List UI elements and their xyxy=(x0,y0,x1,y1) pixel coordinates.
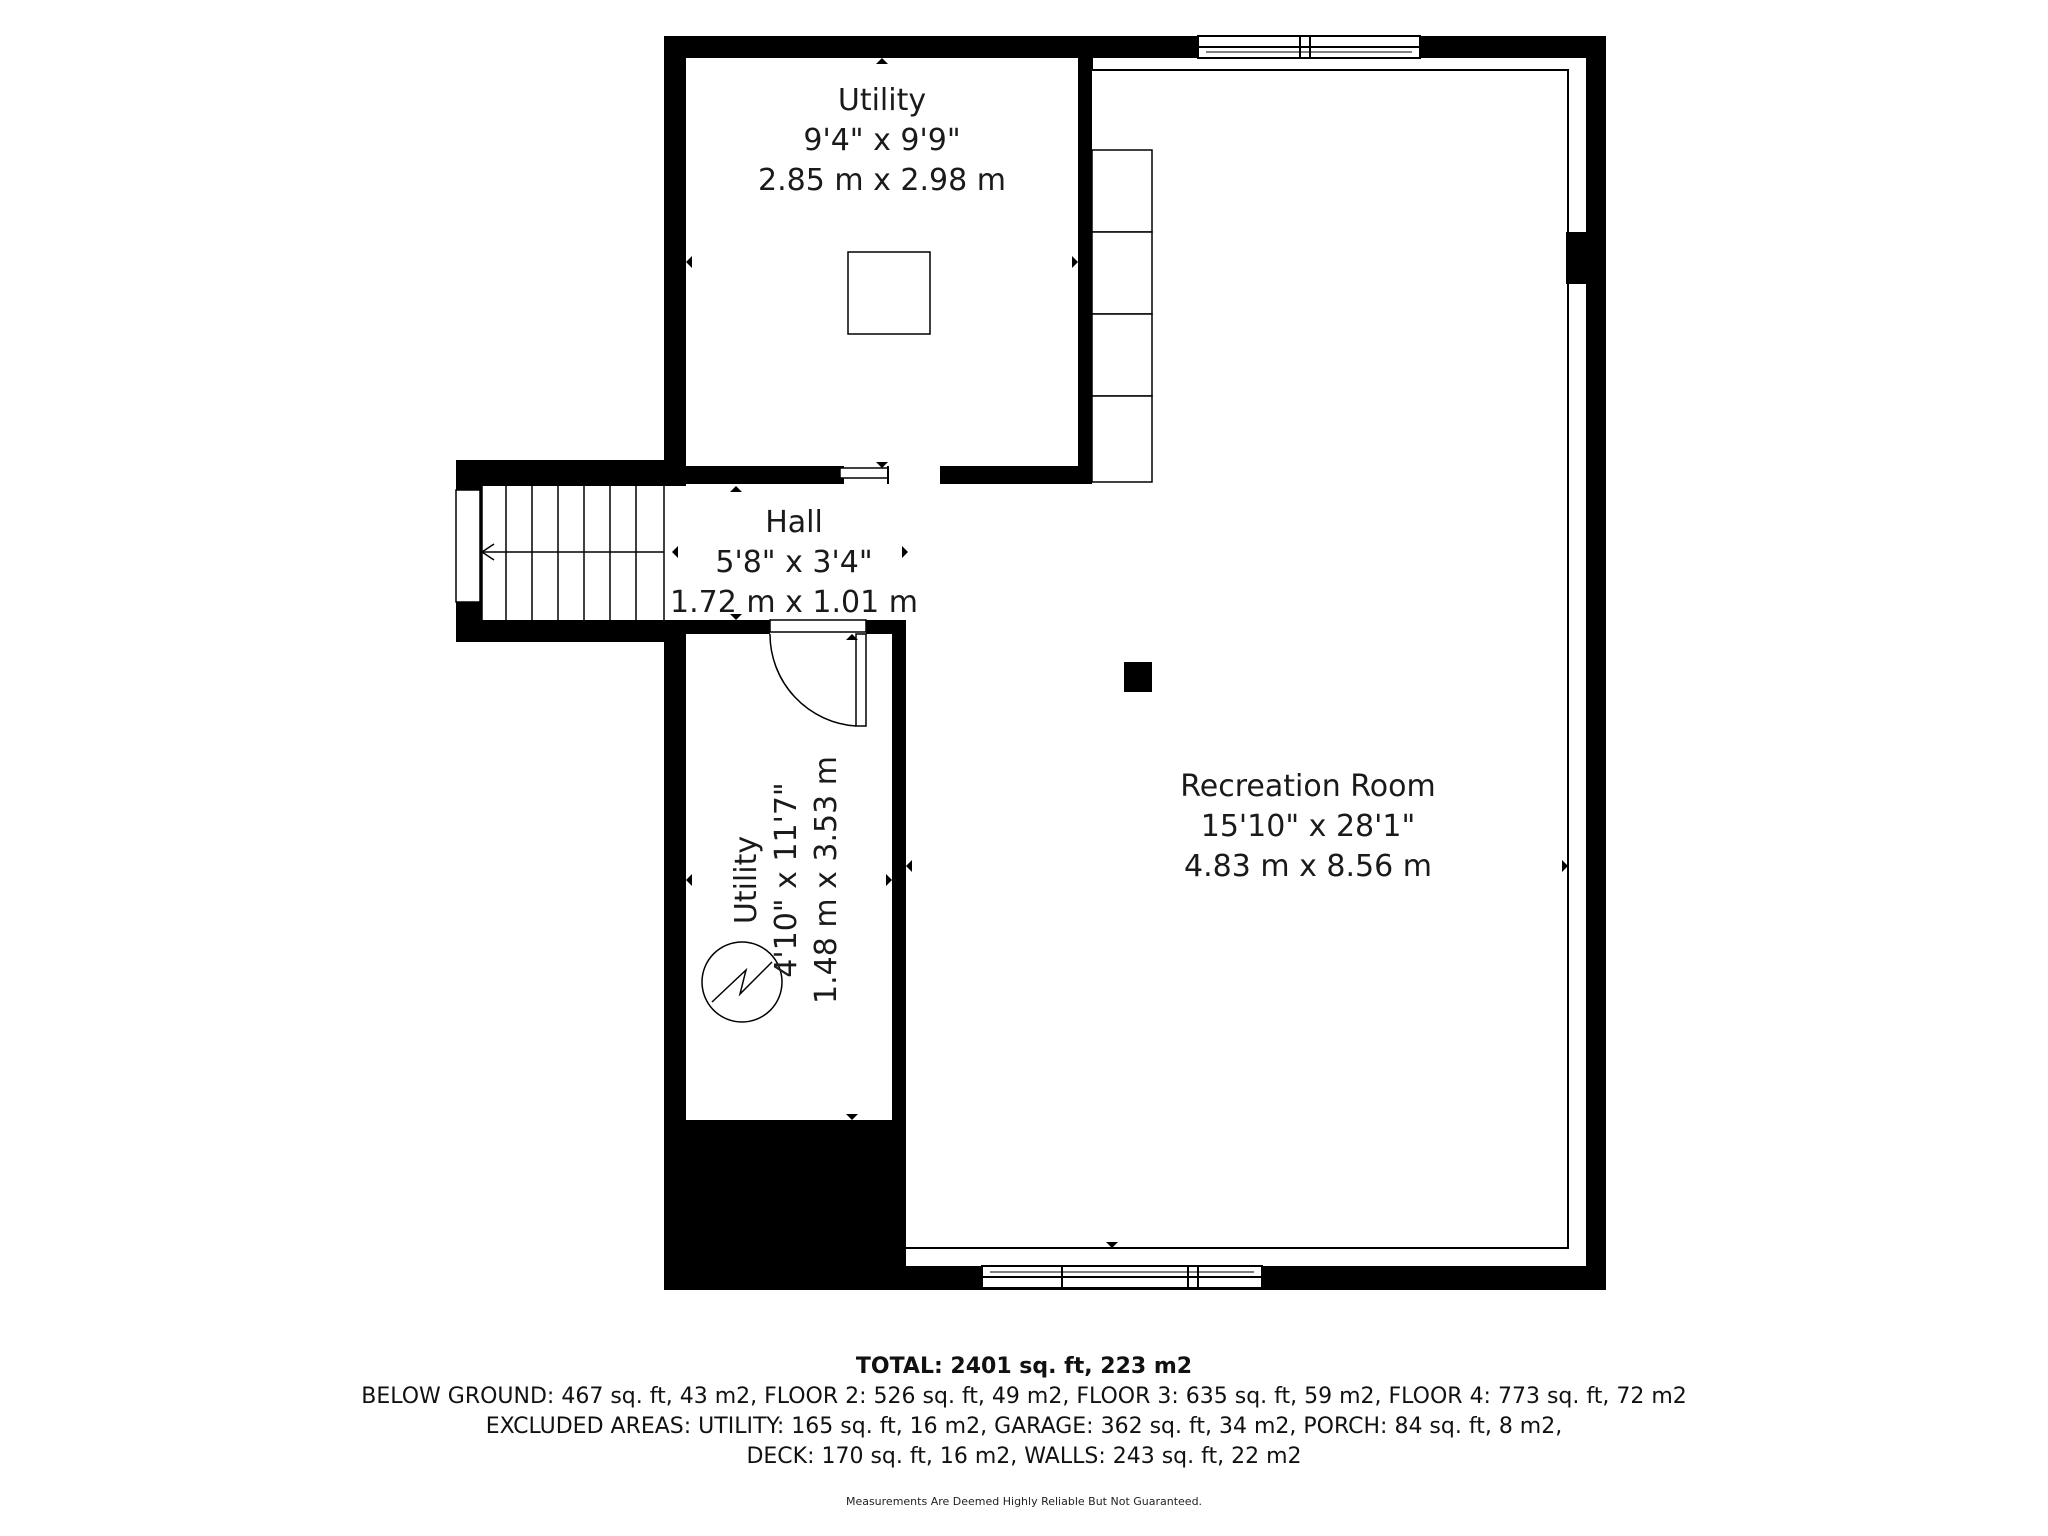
room-dimensions-metric: 1.72 m x 1.01 m xyxy=(670,585,918,620)
room-dimensions-imperial: 9'4" x 9'9" xyxy=(803,123,961,158)
room-dimensions-imperial: 4'10" x 11'7" xyxy=(769,782,804,978)
room-dimensions-imperial: 5'8" x 3'4" xyxy=(715,545,873,580)
room-utility-side-label xyxy=(729,756,844,1004)
room-recreation-label xyxy=(1180,769,1435,884)
room-name: Recreation Room xyxy=(1180,769,1436,804)
area-breakdown-line-3: DECK: 170 sq. ft, 16 m2, WALLS: 243 sq. ft, 22 m2 xyxy=(746,1444,1302,1469)
room-utility-top-label xyxy=(758,83,1006,198)
area-breakdown-line-2: EXCLUDED AREAS: UTILITY: 165 sq. ft, 16 m2, GARAGE: 362 sq. ft, 34 m2, PORCH: 84 sq. ft, 8 m2, xyxy=(485,1414,1563,1439)
room-name: Utility xyxy=(729,835,764,925)
total-area: TOTAL: 2401 sq. ft, 223 m2 xyxy=(855,1354,1193,1379)
area-summary xyxy=(0,1352,2048,1472)
room-name: Hall xyxy=(765,505,823,540)
furnace-box xyxy=(848,252,930,334)
utility-slider-door xyxy=(840,466,888,484)
stairs xyxy=(456,486,666,620)
room-dimensions-metric: 1.48 m x 3.53 m xyxy=(809,756,844,1004)
exterior-walls xyxy=(456,36,1606,1290)
room-dimensions-imperial: 15'10" x 28'1" xyxy=(1200,809,1416,844)
window-bottom xyxy=(982,1266,1262,1288)
room-name: Utility xyxy=(837,83,927,118)
recreation-inner-outline xyxy=(906,58,1568,1248)
window-top xyxy=(1198,36,1420,58)
room-hall-label xyxy=(670,505,918,620)
room-dimensions-metric: 2.85 m x 2.98 m xyxy=(758,163,1006,198)
column xyxy=(1124,662,1152,692)
area-breakdown-line-1: BELOW GROUND: 467 sq. ft, 43 m2, FLOOR 2: 526 sq. ft, 49 m2, FLOOR 3: 635 sq. ft, 59 m2, FLOOR 4: 773 sq. ft, 72 m2 xyxy=(361,1384,1687,1409)
disclaimer: Measurements Are Deemed Highly Reliable But Not Guaranteed. xyxy=(845,1495,1203,1508)
room-dimensions-metric: 4.83 m x 8.56 m xyxy=(1184,849,1432,884)
shelving xyxy=(1092,150,1152,482)
